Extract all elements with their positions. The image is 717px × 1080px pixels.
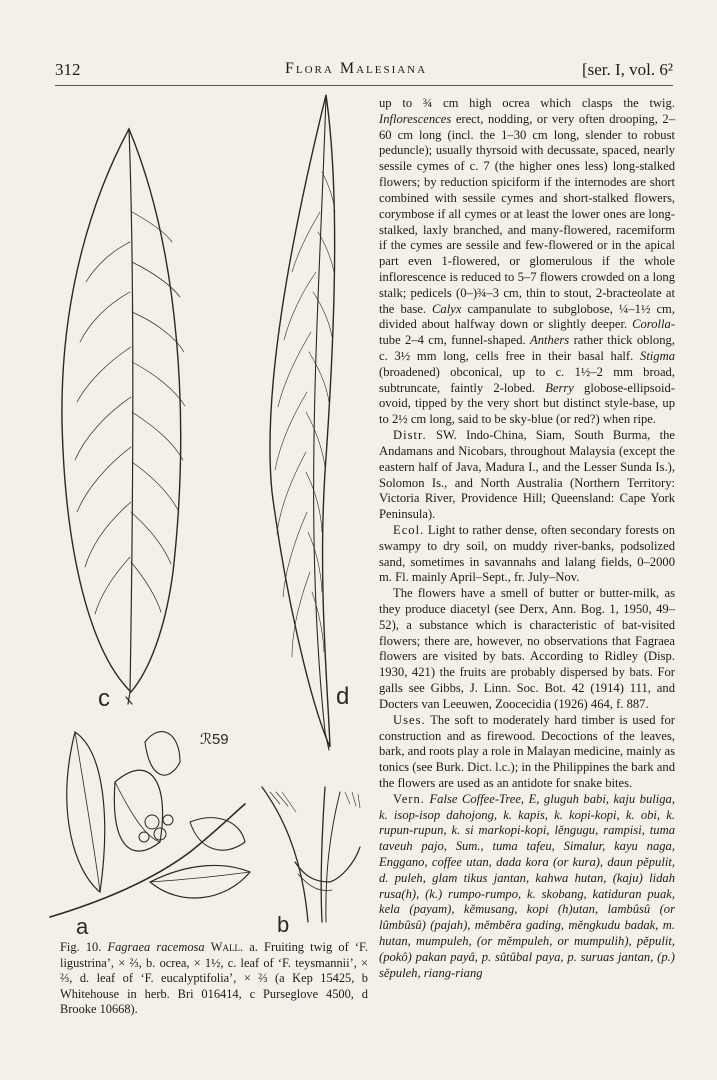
running-header: [55, 58, 673, 84]
inflorescence-text: erect, nodding, or very often drooping, 2–60 cm long (incl. the 1–30 cm long, slender to robust peduncle); usually thyrsoid with decussate, spaced, nearly sessile cymes of c. 7 (the higher ones less) long-stalked flowers; by reduction spiciform if the internodes are short combined with sessile cymes and short-stalked flowers, corymbose if all cymes or at least the lower ones are long-stalked, laxly branched, and many-flowered, racemiform if the cymes are sessile and few-flowered or in the apical part even 1-flowered, or glomerulous if the whole inflorescence is reduced to 5–7 flowers crowded on a long stalk; pedicels (0–)¾–3 cm, thin to stout, 2-bracteolate at the base.: [379, 111, 675, 316]
distribution-text: SW. Indo-China, Siam, South Burma, the Andamans and Nicobars, throughout Malaysia (except the eastern half of Java, Madura I., and the Lesser Sunda Is.), Solomon Is., and North Australia (Northern Territory: Victoria River, Providence Hill; Queensland: Cape York Peninsula).: [379, 428, 676, 522]
ecology-text: Light to rather dense, often secondary forests on swampy to dry soil, on muddy river-banks, podsolized sand, sometimes in savannahs and lalang fields, 0–2000 m. Fl. mainly April–Sept., fr. July–Nov.: [379, 522, 676, 585]
botanical-plate: [40, 92, 375, 942]
calyx-text: campanulate to subglobose, ¼–1½ cm, divided about halfway down or slightly deeper.: [379, 301, 675, 332]
term-inflorescences: Inflorescences: [379, 111, 452, 126]
distribution-label: Distr.: [393, 428, 427, 443]
caption-fig-number: Fig. 10.: [60, 940, 102, 954]
ocrea-text: up to ¾ cm high ocrea which clasps the twig.: [379, 96, 675, 110]
flowers-paragraph: The flowers have a smell of butter or butter-milk, as they produce diacetyl (see Derx, Ann. Bog. 1, 1950, 49–52), a substance which is characteristic of bat-visited flowers; there are, however, no observations that Fagraea flowers are visited by bats. According to Ridley (Disp. 1930, 421) the fruits are probably dispersed by bats. For galls see Gibbs, J. Linn. Soc. Bot. 42 (1914) 111, and Docters van Leeuwen, Zoocecidia (1926) 464, f. 887.: [379, 586, 675, 711]
description-paragraph: [379, 96, 675, 428]
term-anthers: Anthers: [530, 333, 570, 348]
caption-text: a. Fruiting twig of ‘F. ligustrina’, × ⅔, b. ocrea, × 1½, c. leaf of ‘F. teysmannii’, × ⅔, d. leaf of ‘F. eucalyptifolia’, × ⅔ (a Kep 15425, b Whitehouse in herb. Bri 016414, c Purseglove 4500, d Brooke 10668).: [60, 940, 369, 1017]
panel-label-b: b: [277, 912, 290, 937]
distribution-paragraph: [379, 428, 675, 523]
vernacular-paragraph: [379, 792, 675, 982]
series-volume: [ser. I, vol. 6²: [581, 60, 673, 79]
page-number: 312: [55, 60, 81, 79]
caption-author: Wall.: [210, 940, 244, 954]
figure-caption: [60, 940, 368, 1018]
fruiting-twig-a-illustration: [50, 732, 250, 917]
berry-text: globose-ellipsoid-ovoid, tipped by the very short but distinct style-base, up to 2½ cm long, said to be sky-blue (or red?) when ripe.: [379, 380, 675, 427]
artist-monogram: ℛ59: [200, 731, 229, 748]
leaf-c-illustration: [62, 129, 185, 704]
ecology-label: Ecol.: [393, 522, 425, 537]
anthers-text: rather thick oblong, c. 3½ mm long, cells free in their basal half.: [379, 333, 675, 363]
panel-label-a: a: [76, 914, 89, 939]
ecology-paragraph: [379, 523, 675, 586]
corolla-text: -tube 2–4 cm, funnel-shaped.: [379, 317, 676, 348]
ocrea-b-illustration: [262, 787, 360, 922]
uses-paragraph: [379, 713, 675, 792]
panel-label-d: d: [336, 683, 350, 710]
leaf-d-illustration: [270, 95, 335, 750]
term-calyx: Calyx: [432, 301, 462, 316]
panel-label-c: c: [98, 685, 110, 712]
uses-text: The soft to moderately hard timber is used for construction and as firewood. Decoctions of the leaves, bark, and roots play a role in Malayan medicine, mainly as tonics (see Burk. Dict. l.c.); in the Philippines the bark and the flowers are used as an antidote for snake bites.: [379, 712, 675, 790]
term-stigma: Stigma: [640, 349, 675, 363]
caption-species: Fagraea racemosa: [107, 940, 205, 954]
term-berry: Berry: [545, 380, 574, 395]
vernacular-names: False Coffee-Tree, E, gluguh babi, kaju buliga, k. isop-isop dahojong, k. kapis, k. kopi-kopi, k. obi, k. rupun-rupun, k. si markopi-kopi, lěngugu, rampisi, tuma taveuh pajo, Sum., tuma tafeu, Simalur, kayu naga, Enggano, coffee utan, dada kora (or kura), daun pěpulit, d. puleh, glam tikus jantan, kahwa hutan, (kaju) lidah rusa(h), (k.) rumpo-rumpo, k. skobang, katiduran puak, kela (payam), kěmusang, kopi (h)utan, lambûsû (or lûmbûsû) (pajah), měmběra gading, měngkudu badak, m. hutan, mumpuleh, (or měmpuleh, or mumpulih), pěpulit, (pokô) pakan payâ, p. sûtûbal paya, p. suruas jantan, (p.) sěpuleh, riang-riang: [379, 791, 675, 980]
uses-label: Uses.: [393, 712, 426, 727]
vernacular-label: Vern.: [393, 791, 425, 806]
journal-title: Flora Malesiana: [285, 60, 428, 77]
stigma-text: (broadened) obconical, up to c. 1½–2 mm broad, subtruncate, faintly 2-lobed.: [379, 364, 675, 395]
header-rule: [55, 85, 673, 86]
body-text-column: [379, 96, 675, 982]
term-corolla: Corolla: [632, 317, 671, 332]
